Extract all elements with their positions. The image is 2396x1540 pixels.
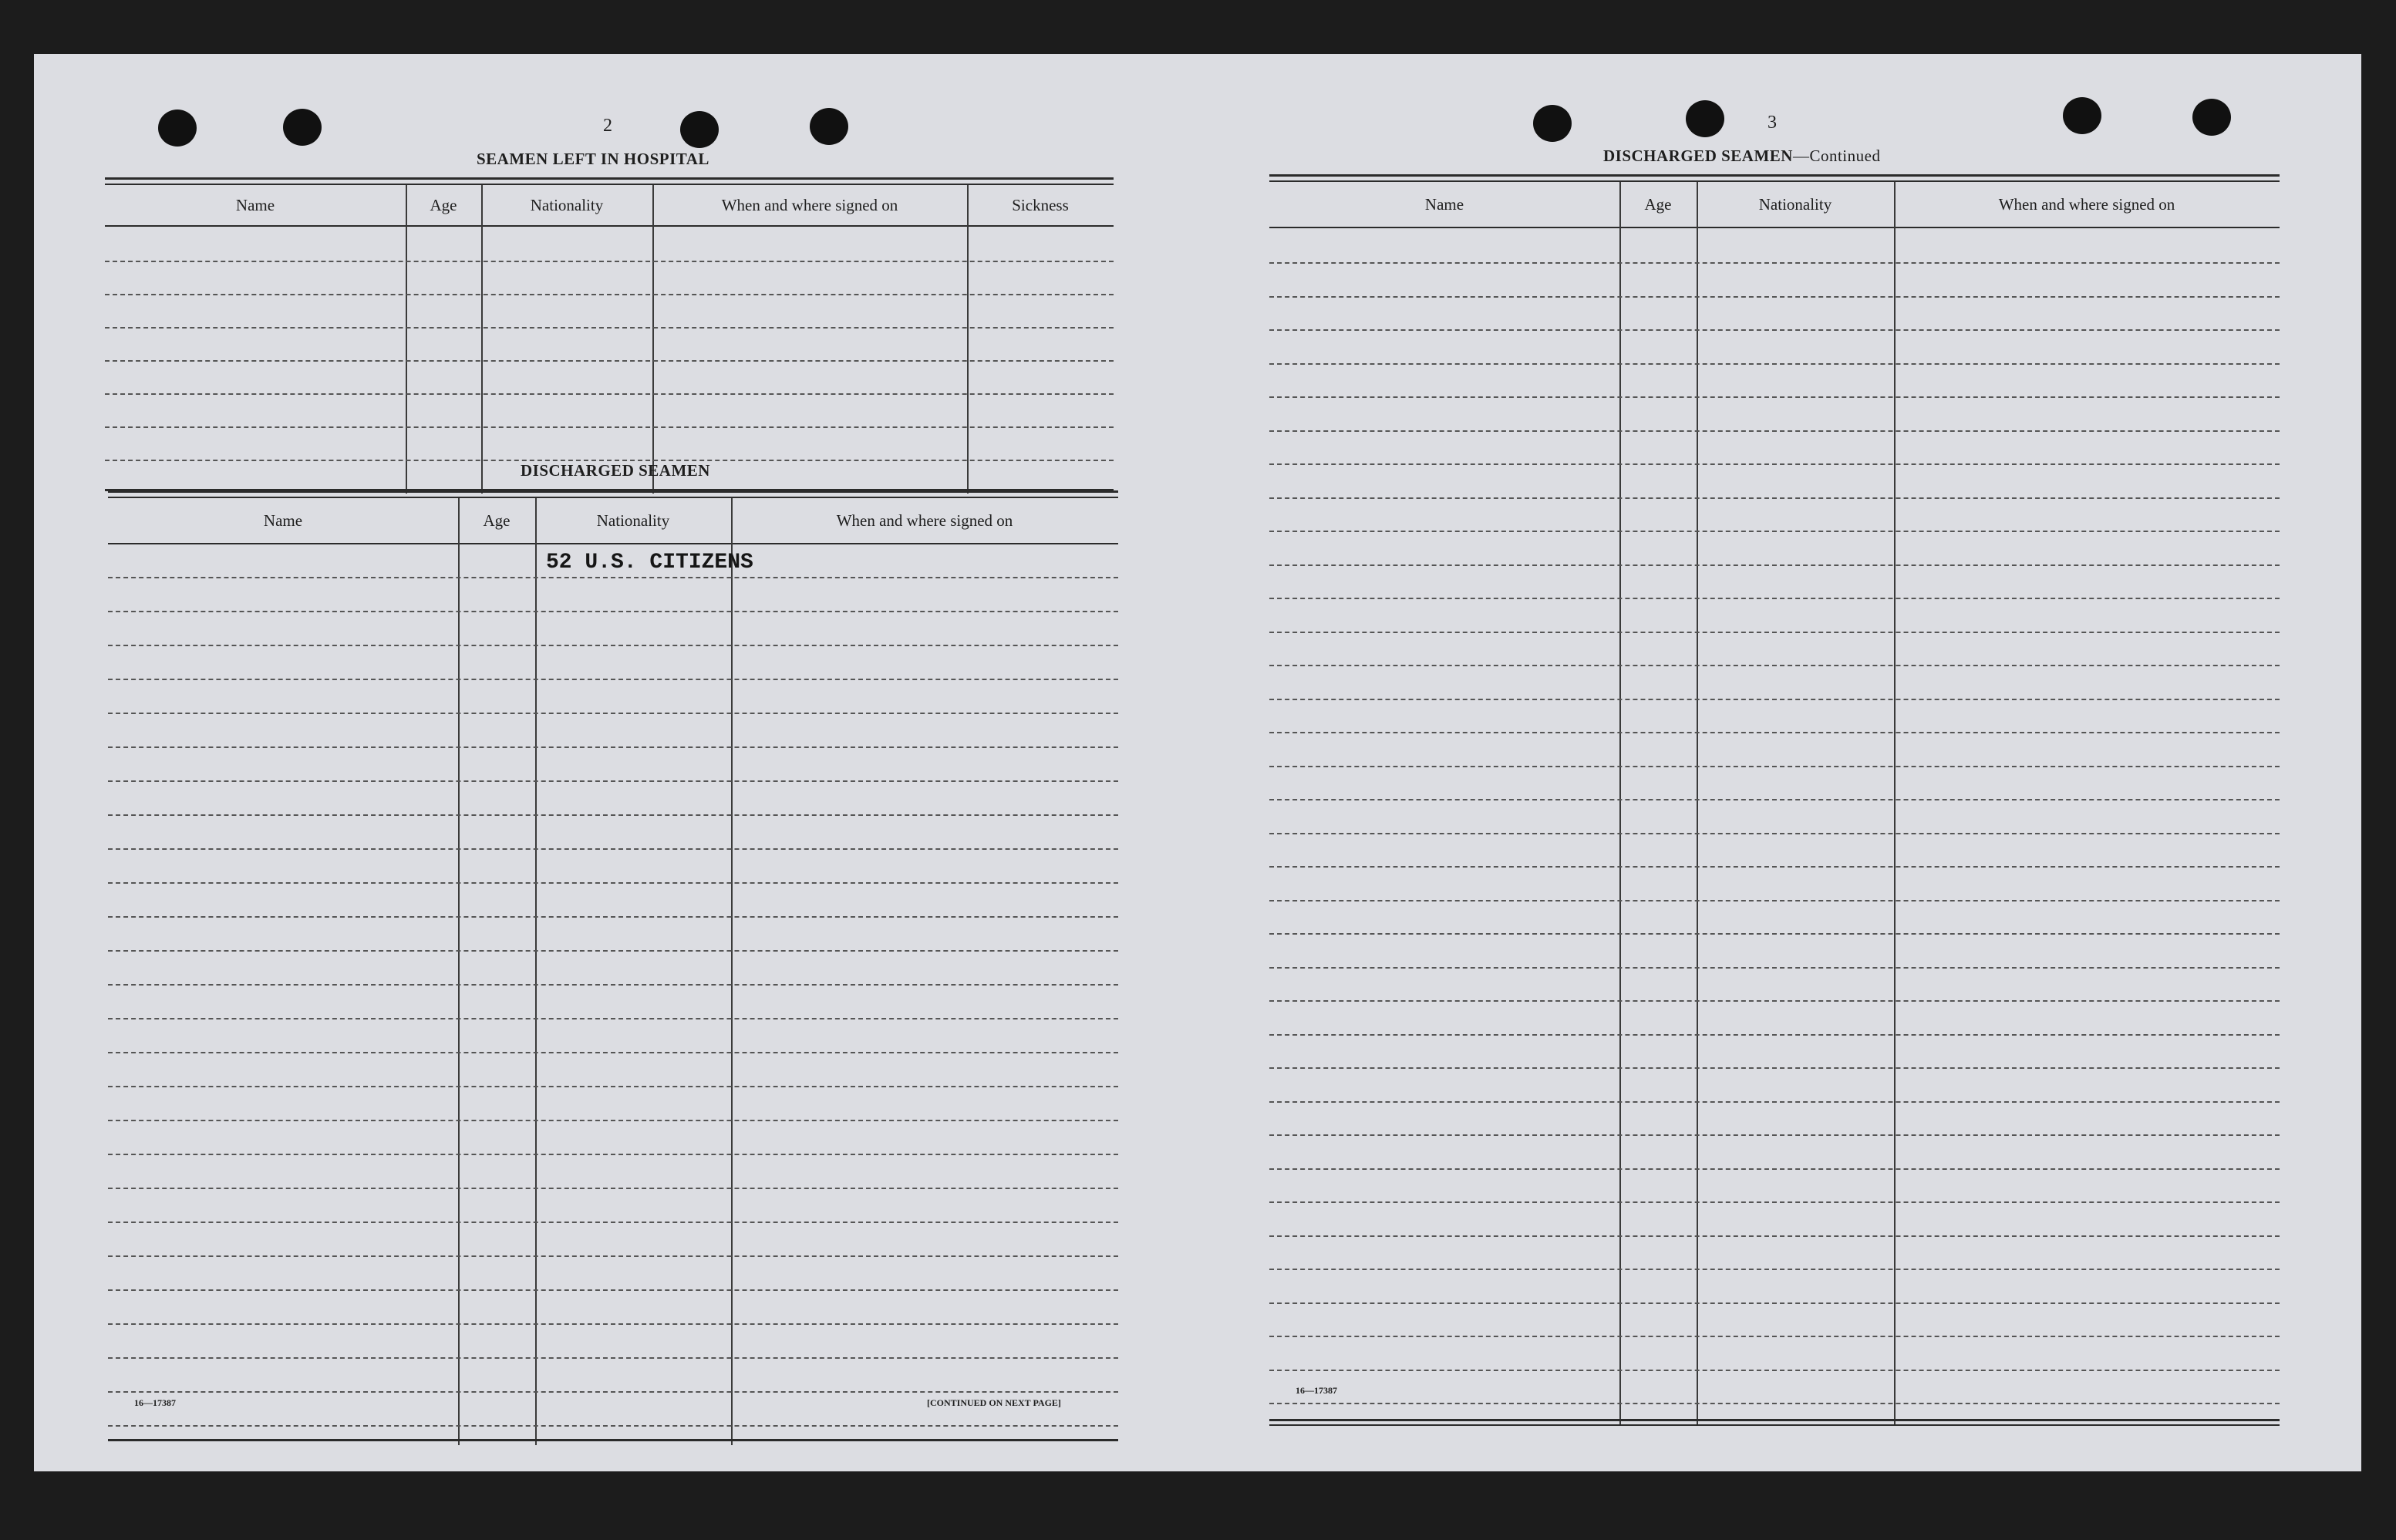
- row-rule-line: [1269, 699, 2280, 700]
- row-rule-line: [108, 611, 1118, 612]
- row-rule-line: [1269, 531, 2280, 532]
- column-divider: [406, 185, 407, 494]
- row-rule-line: [1269, 1067, 2280, 1069]
- column-header-age: Age: [430, 195, 457, 214]
- column-divider: [481, 185, 483, 494]
- column-header-signed-on: When and where signed on: [1998, 194, 2175, 214]
- discharged-table: [108, 490, 1118, 1445]
- form-sheet: [34, 54, 2361, 1471]
- row-rule-line: [108, 645, 1118, 646]
- column-divider: [652, 185, 654, 494]
- column-header-nationality: Nationality: [596, 511, 670, 530]
- row-rule-line: [1269, 665, 2280, 666]
- column-divider: [1894, 182, 1896, 1425]
- hospital-table: [105, 177, 1114, 494]
- row-rule-line: [1269, 732, 2280, 733]
- column-divider: [1697, 182, 1698, 1425]
- column-header-name: Name: [1424, 194, 1464, 214]
- row-rule-line: [1269, 430, 2280, 432]
- table-rule: [105, 177, 1114, 180]
- row-rule-line: [108, 1154, 1118, 1155]
- row-rule-line: [108, 1255, 1118, 1257]
- row-rule-line: [1269, 1269, 2280, 1270]
- column-divider: [967, 185, 969, 494]
- row-rule-line: [108, 746, 1118, 748]
- row-rule-line: [1269, 1403, 2280, 1404]
- row-rule-line: [1269, 1302, 2280, 1304]
- row-rule-line: [1269, 1168, 2280, 1170]
- row-rule-line: [108, 1018, 1118, 1019]
- page-number-left: 2: [603, 116, 612, 136]
- table-rule: [108, 490, 1118, 493]
- column-divider: [731, 498, 733, 1445]
- column-header-age: Age: [1644, 194, 1672, 214]
- row-rule-line: [105, 261, 1114, 262]
- row-rule-line: [105, 360, 1114, 362]
- row-rule-line: [108, 577, 1118, 578]
- hospital-section-title: SEAMEN LEFT IN HOSPITAL: [477, 150, 709, 168]
- row-rule-line: [1269, 564, 2280, 566]
- hospital-table-header: [105, 185, 1114, 225]
- row-rule-line: [1269, 598, 2280, 599]
- row-rule-line: [1269, 1336, 2280, 1337]
- continued-note: [CONTINUED ON NEXT PAGE]: [927, 1397, 1061, 1408]
- column-header-name: Name: [235, 195, 275, 214]
- row-rule-line: [1269, 262, 2280, 264]
- row-rule-line: [1269, 363, 2280, 365]
- row-rule-line: [108, 1222, 1118, 1223]
- row-rule-line: [1269, 1235, 2280, 1237]
- row-rule-line: [108, 1357, 1118, 1359]
- discharged-continued-title: [1603, 147, 1880, 166]
- row-rule-line: [1269, 1201, 2280, 1203]
- table-rule: [108, 543, 1118, 544]
- continued-suffix: —Continued: [1792, 147, 1881, 165]
- row-rule-line: [108, 1289, 1118, 1291]
- table-rule: [1269, 1424, 2280, 1426]
- row-rule-line: [1269, 296, 2280, 298]
- column-divider: [458, 498, 460, 1445]
- row-rule-line: [108, 916, 1118, 918]
- row-rule-line: [105, 393, 1114, 395]
- row-rule-line: [1269, 1101, 2280, 1103]
- column-divider: [535, 498, 537, 1445]
- row-rule-line: [108, 679, 1118, 680]
- discharged-continued-table-header: [1269, 182, 2280, 227]
- punch-hole: [2192, 99, 2231, 136]
- table-rule: [108, 1439, 1118, 1441]
- row-rule-line: [108, 713, 1118, 714]
- row-rule-line: [105, 294, 1114, 295]
- punch-hole: [2063, 97, 2101, 134]
- row-rule-line: [1269, 766, 2280, 767]
- row-rule-line: [108, 950, 1118, 952]
- punch-hole: [158, 110, 197, 147]
- row-rule-line: [1269, 967, 2280, 969]
- row-rule-line: [1269, 933, 2280, 935]
- typed-entry: 52 U.S. CITIZENS: [546, 551, 753, 575]
- column-header-age: Age: [483, 511, 511, 530]
- table-rule: [1269, 1419, 2280, 1421]
- discharged-table-header: [108, 498, 1118, 543]
- row-rule-line: [1269, 1134, 2280, 1136]
- column-header-nationality: Nationality: [530, 195, 604, 214]
- discharged-continued-title-text: DISCHARGED SEAMEN: [1603, 147, 1793, 165]
- row-rule-line: [108, 780, 1118, 782]
- row-rule-line: [1269, 497, 2280, 499]
- row-rule-line: [1269, 900, 2280, 901]
- column-header-nationality: Nationality: [1758, 194, 1832, 214]
- punch-hole: [1533, 105, 1572, 142]
- column-header-sickness: Sickness: [1012, 195, 1069, 214]
- column-header-signed-on: When and where signed on: [721, 195, 898, 214]
- row-rule-line: [1269, 799, 2280, 800]
- column-header-signed-on: When and where signed on: [836, 511, 1013, 530]
- form-number-left: 16—17387: [134, 1397, 176, 1408]
- row-rule-line: [108, 1052, 1118, 1053]
- punch-hole: [810, 108, 848, 145]
- page-number-right: 3: [1768, 113, 1777, 133]
- row-rule-line: [108, 984, 1118, 986]
- row-rule-line: [108, 814, 1118, 816]
- row-rule-line: [108, 848, 1118, 850]
- row-rule-line: [108, 1120, 1118, 1121]
- row-rule-line: [1269, 866, 2280, 868]
- table-rule: [105, 225, 1114, 227]
- discharged-continued-table: [1269, 174, 2280, 1431]
- row-rule-line: [108, 1188, 1118, 1189]
- punch-hole: [283, 109, 322, 146]
- row-rule-line: [105, 426, 1114, 428]
- row-rule-line: [108, 1391, 1118, 1393]
- row-rule-line: [1269, 632, 2280, 633]
- column-header-name: Name: [263, 511, 303, 530]
- row-rule-line: [1269, 833, 2280, 834]
- row-rule-line: [1269, 1370, 2280, 1371]
- row-rule-line: [105, 327, 1114, 329]
- row-rule-line: [1269, 396, 2280, 398]
- discharged-section-title: DISCHARGED SEAMEN: [521, 461, 710, 480]
- form-number-right: 16—17387: [1296, 1385, 1337, 1396]
- row-rule-line: [1269, 1034, 2280, 1036]
- row-rule-line: [108, 1086, 1118, 1087]
- row-rule-line: [108, 882, 1118, 884]
- row-rule-line: [1269, 329, 2280, 331]
- table-rule: [1269, 227, 2280, 228]
- punch-hole: [1686, 100, 1724, 137]
- punch-hole: [680, 111, 719, 148]
- row-rule-line: [108, 1425, 1118, 1427]
- column-divider: [1619, 182, 1621, 1425]
- table-rule: [1269, 174, 2280, 177]
- row-rule-line: [1269, 463, 2280, 465]
- row-rule-line: [108, 1323, 1118, 1325]
- row-rule-line: [1269, 1000, 2280, 1002]
